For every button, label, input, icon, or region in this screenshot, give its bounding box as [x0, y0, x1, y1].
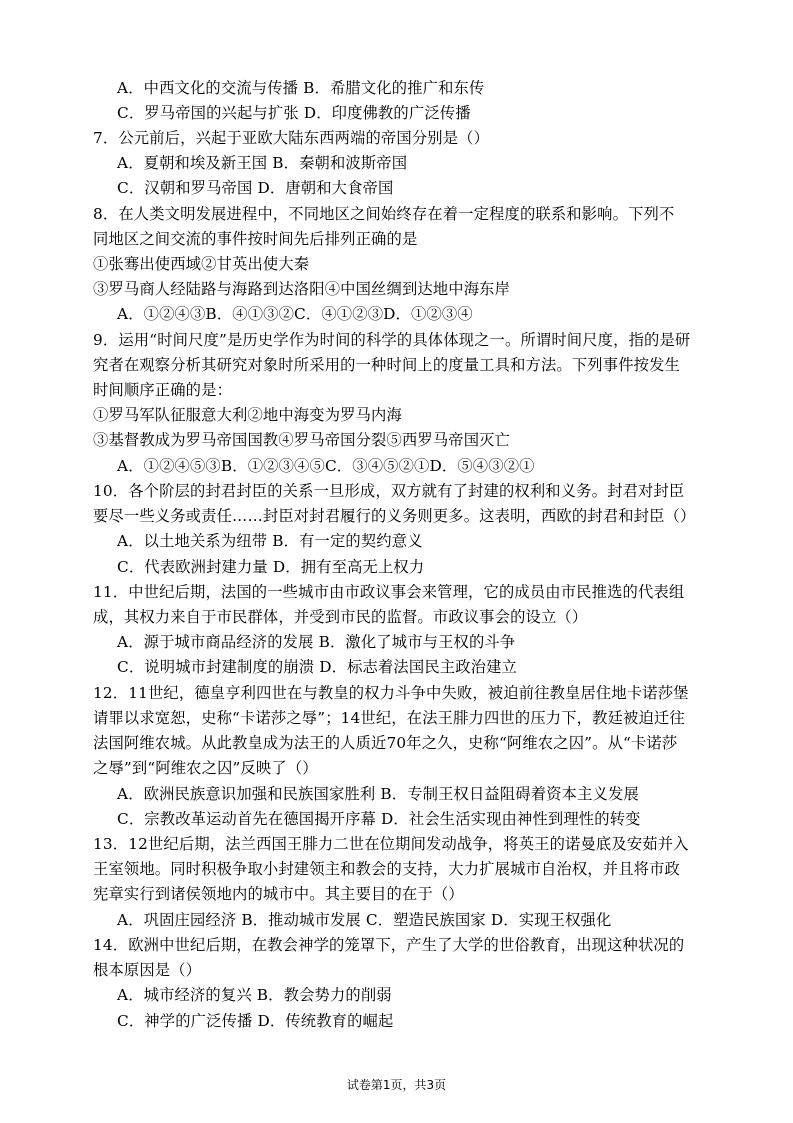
- question-stem-line: 宪章实行到诸侯领地内的城市中。其主要目的在于（）: [93, 885, 464, 903]
- question-14-stem: 14．欧洲中世纪后期，在教会神学的笼罩下，产生了大学的世俗教育，出现这种状况的: [93, 936, 685, 954]
- question-stem-line: ③基督教成为罗马帝国国教④罗马帝国分裂⑤西罗马帝国灭亡: [93, 431, 511, 449]
- page-footer: 试卷第1页，共3页: [346, 1078, 447, 1092]
- question-stem-line: 成，其权力来自于市民群体，并受到市民的监督。市政议事会的设立（）: [93, 608, 588, 626]
- question-10-stem: 10．各个阶层的封君封臣的关系一旦形成，双方就有了封建的权利和义务。封君对封臣: [93, 482, 685, 500]
- option-line: A．巩固庄园经济 B．推动城市发展 C．塑造民族国家 D．实现王权强化: [117, 911, 612, 929]
- option-line: A．城市经济的复兴 B．教会势力的削弱: [117, 986, 392, 1004]
- option-line: C．宗教改革运动首先在德国揭开序幕 D．社会生活实现由神性到理性的转变: [117, 810, 641, 828]
- option-line: A．源于城市商品经济的发展 B．激化了城市与王权的斗争: [117, 633, 516, 651]
- question-stem-line: 王室领地。同时积极争取小封建领主和教会的支持，大力扩展城市自治权，并且将市政: [93, 860, 680, 878]
- question-stem-line: ①张骞出使西域②甘英出使大秦: [93, 255, 310, 273]
- option-line: A．①②④⑤③B．①②③④⑤C．③④⑤②①D．⑤④③②①: [117, 457, 535, 475]
- option-line: C．汉朝和罗马帝国 D．唐朝和大食帝国: [117, 179, 394, 197]
- question-12-stem: 12．11世纪，德皇亨利四世在与教皇的权力斗争中失败，被迫前往教皇居住地卡诺莎堡: [93, 684, 689, 702]
- option-line: C．罗马帝国的兴起与扩张 D．印度佛教的广泛传播: [117, 104, 471, 122]
- question-stem-line: 法国阿维农城。从此教皇成为法王的人质近70年之久，史称“阿维农之囚”。从“卡诺莎: [93, 734, 678, 752]
- question-11-stem: 11．中世纪后期，法国的一些城市由市政议事会来管理，它的成员由市民推选的代表组: [93, 583, 685, 601]
- option-line: A．①②④③B．④①③②C．④①②③D．①②③④: [117, 305, 473, 323]
- option-line: A．欧洲民族意识加强和民族国家胜利 B．专制王权日益阻碍着资本主义发展: [117, 785, 639, 803]
- question-8-stem: 8．在人类文明发展进程中，不同地区之间始终存在着一定程度的联系和影响。下列不: [93, 205, 675, 223]
- question-13-stem: 13．12世纪后期，法兰西国王腓力二世在位期间发动战争，将英王的诺曼底及安茹并入: [93, 835, 689, 853]
- option-line: A．以土地关系为纽带 B．有一定的契约意义: [117, 532, 423, 550]
- question-9-stem: 9．运用“时间尺度”是历史学作为时间的科学的具体体现之一。所谓时间尺度，指的是研: [93, 331, 691, 349]
- question-stem-line: ③罗马商人经陆路与海路到达洛阳④中国丝绸到达地中海东岸: [93, 280, 511, 298]
- option-line: C．说明城市封建制度的崩溃 D．标志着法国民主政治建立: [117, 658, 518, 676]
- question-7-stem: 7．公元前后，兴起于亚欧大陆东西两端的帝国分别是（）: [93, 129, 490, 147]
- question-stem-line: ①罗马军队征服意大利②地中海变为罗马内海: [93, 406, 402, 424]
- option-line: A．中西文化的交流与传播 B．希腊文化的推广和东传: [117, 79, 485, 97]
- question-stem-line: 要尽一些义务或责任……封臣对封君履行的义务则更多。这表明，西欧的封君和封臣（）: [93, 507, 696, 525]
- question-stem-line: 究者在观察分析其研究对象时所采用的一种时间上的度量工具和方法。下列事件按发生: [93, 356, 680, 374]
- option-line: C．神学的广泛传播 D．传统教育的崛起: [117, 1012, 394, 1030]
- question-stem-line: 同地区之间交流的事件按时间先后排列正确的是: [93, 230, 418, 248]
- question-stem-line: 根本原因是（）: [93, 961, 202, 979]
- question-stem-line: 之辱”到“阿维农之囚”反映了（）: [93, 759, 318, 777]
- option-line: A．夏朝和埃及新王国 B．秦朝和波斯帝国: [117, 154, 408, 172]
- option-line: C．代表欧洲封建力量 D．拥有至高无上权力: [117, 558, 425, 576]
- question-stem-line: 时间顺序正确的是：: [93, 381, 233, 399]
- question-stem-line: 请罪以求宽恕，史称“卡诺莎之辱”；14世纪，在法王腓力四世的压力下，教廷被迫迁往: [93, 709, 685, 727]
